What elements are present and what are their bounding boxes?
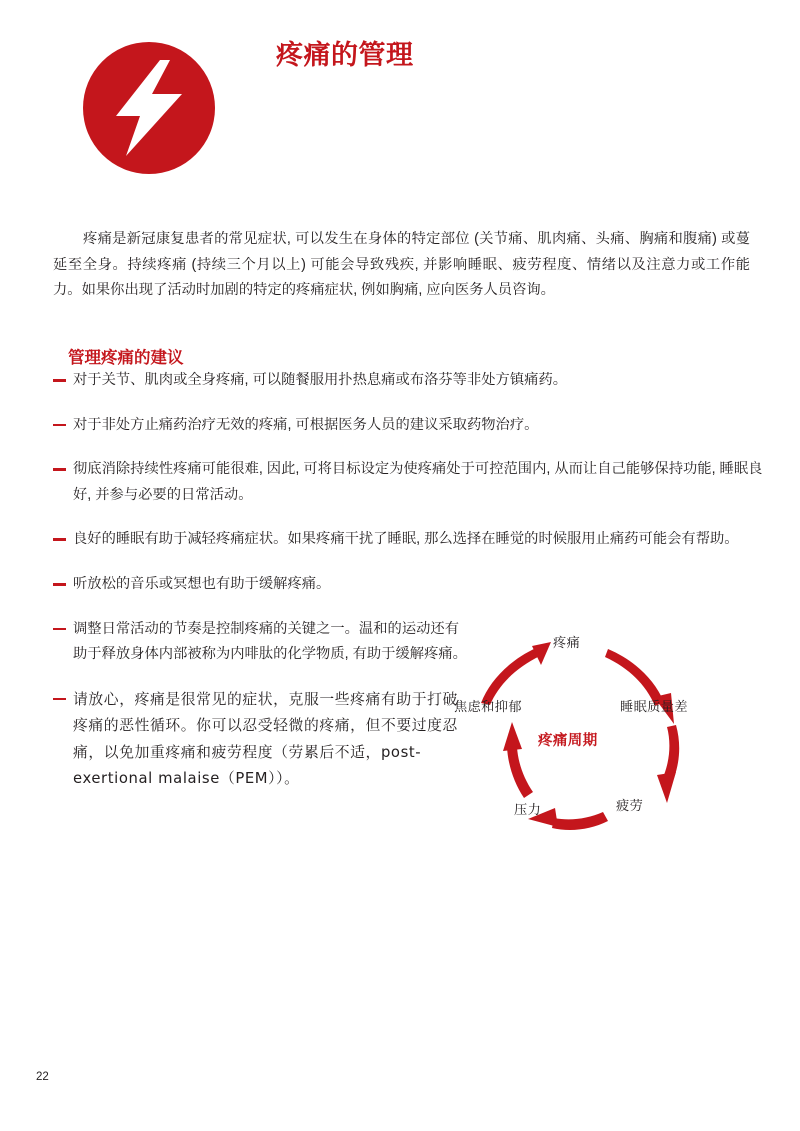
list-item-text: 彻底消除持续性疼痛可能很难, 因此, 可将目标设定为使疼痛处于可控范围内, 从而让自己能够保持功能, 睡眠良好, 并参与必要的日常活动。 (73, 461, 763, 503)
cycle-node-fatigue: 疲劳 (616, 798, 644, 813)
list-item-text: 良好的睡眠有助于减轻疼痛症状。如果疼痛干扰了睡眠, 那么选择在睡觉的时候服用止痛药可能会有帮助。 (73, 531, 739, 548)
bullet-dash-icon (53, 379, 66, 382)
list-item (53, 368, 773, 394)
bullet-dash-icon (53, 468, 66, 471)
list-item (53, 527, 773, 553)
list-item (53, 617, 468, 668)
list-item (53, 457, 773, 508)
list-item (53, 572, 773, 598)
cycle-node-pain: 疼痛 (553, 635, 581, 650)
list-item-text: 调整日常活动的节奏是控制疼痛的关键之一。温和的运动还有助于释放身体内部被称为内啡肽的化学物质, 有助于缓解疼痛。 (73, 620, 467, 663)
cycle-node-sleep: 睡眠质量差 (620, 699, 688, 714)
list-item (53, 687, 468, 793)
list-item-text: 请放心，疼痛是很常见的症状，克服一些疼痛有助于打破疼痛的恶性循环。你可以忍受轻微的疼痛，但不要过度忍痛，以免加重疼痛和疲劳程度（劳累后不适，post-exertional malaise（PEM））。 (73, 690, 458, 788)
bullet-dash-icon (53, 698, 66, 701)
page-number: 22 (36, 1071, 49, 1083)
bullet-dash-icon (53, 424, 66, 427)
intro-paragraph: 疼痛是新冠康复患者的常见症状, 可以发生在身体的特定部位 (关节痛、肌肉痛、头痛、胸痛和腹痛) 或蔓延至全身。持续疼痛 (持续三个月以上) 可能会导致残疾, 并影响睡眠、疲劳程度、情绪以及注意力或工作能力。如果你出现了活动时加剧的特定的疼痛症状, 例如胸痛, 应向医务人员咨询。 (53, 231, 750, 299)
bullet-dash-icon (53, 628, 66, 631)
cycle-node-anxiety: 焦虑和抑郁 (454, 699, 522, 714)
lightning-bolt-icon (83, 42, 215, 174)
page-title: 疼痛的管理 (276, 40, 414, 70)
list-item-text: 听放松的音乐或冥想也有助于缓解疼痛。 (73, 575, 331, 592)
cycle-node-stress: 压力 (514, 802, 542, 817)
advice-section-heading: 管理疼痛的建议 (68, 348, 184, 367)
cycle-center-label: 疼痛周期 (538, 733, 598, 749)
list-item (53, 413, 773, 439)
list-item-text: 对于关节、肌肉或全身疼痛, 可以随餐服用扑热息痛或布洛芬等非处方镇痛药。 (73, 372, 568, 388)
pain-cycle-diagram (448, 618, 758, 853)
list-item-text: 对于非处方止痛药治疗无效的疼痛, 可根据医务人员的建议采取药物治疗。 (73, 416, 539, 433)
bullet-dash-icon (53, 583, 66, 586)
bullet-dash-icon (53, 538, 66, 541)
page-header (0, 0, 800, 195)
